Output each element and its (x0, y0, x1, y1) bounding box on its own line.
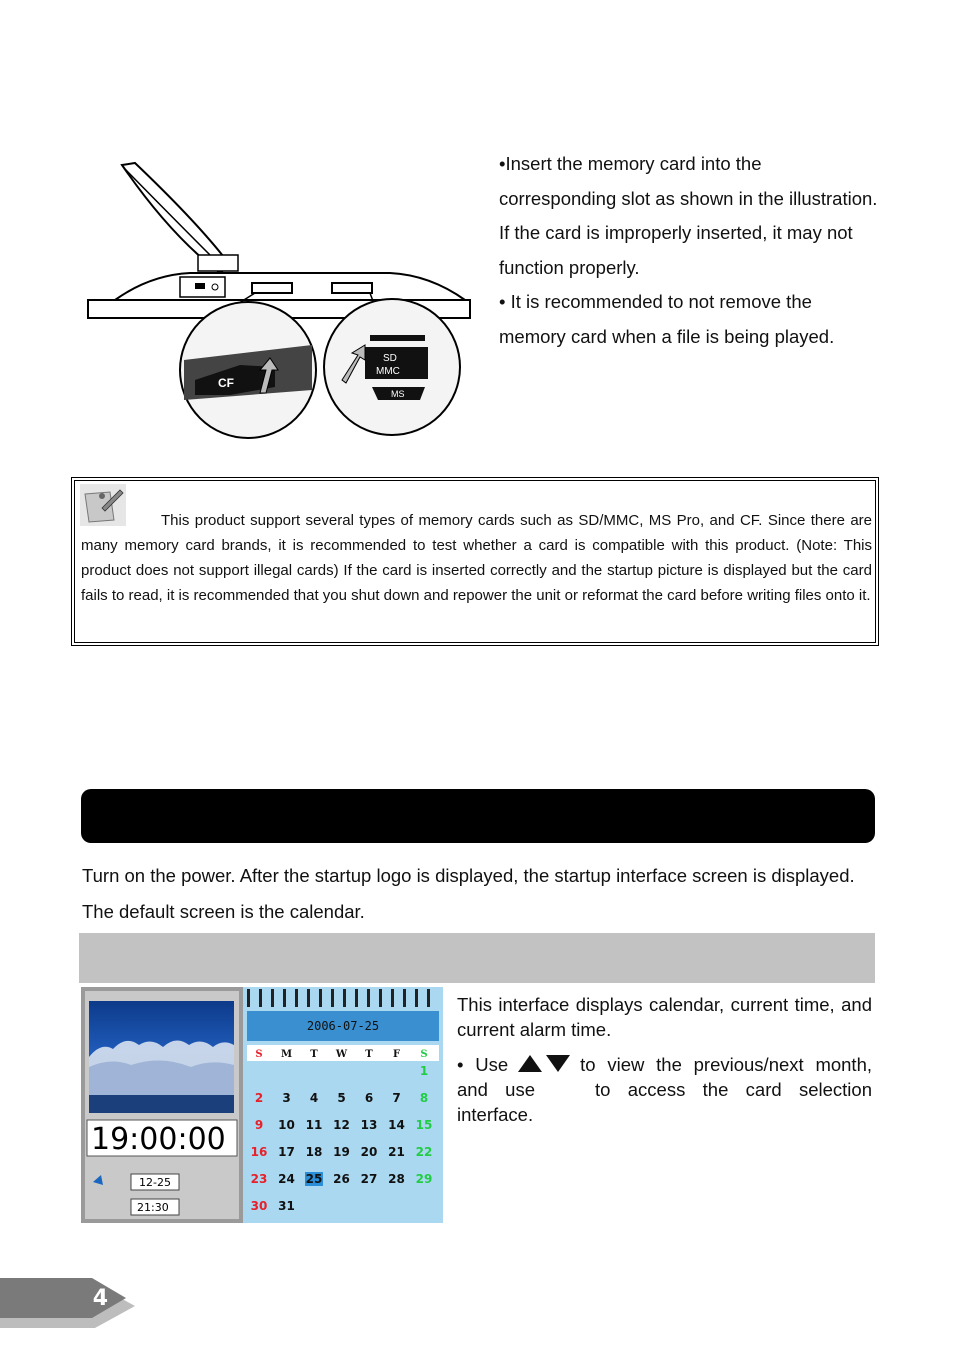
clock-display: 19:00:00 (91, 1122, 226, 1157)
startup-intro: Turn on the power. After the startup logo is displayed, the startup interface screen is displayed. The default screen is the calendar. (82, 865, 855, 922)
binder-ring (271, 989, 274, 1007)
calendar-day[interactable]: 21 (388, 1145, 405, 1159)
page-number: 4 (92, 1286, 108, 1311)
card-select-text: to access the card selection interface. (457, 1079, 872, 1125)
card-slot-illustration (80, 155, 480, 445)
weekday-label: T (365, 1049, 373, 1060)
note-text (81, 508, 872, 608)
calendar-day[interactable]: 2 (254, 1091, 264, 1105)
date-header: 2006-07-25 (306, 1019, 380, 1033)
insert-instructions (499, 147, 879, 355)
calendar-day[interactable]: 5 (337, 1091, 346, 1105)
calendar-day[interactable]: 3 (282, 1091, 291, 1105)
calendar-day[interactable]: 11 (305, 1118, 323, 1132)
binder-ring (283, 989, 286, 1007)
calendar-day[interactable]: 14 (388, 1118, 405, 1132)
calendar-description (457, 992, 872, 1137)
calendar-day[interactable]: 28 (388, 1172, 405, 1186)
binder-ring (415, 989, 418, 1007)
calendar-day[interactable]: 23 (250, 1172, 268, 1186)
binder-ring (367, 989, 370, 1007)
up-down-arrows-icon (516, 1053, 572, 1073)
calendar-day[interactable]: 15 (415, 1118, 433, 1132)
calendar-day[interactable]: 6 (364, 1091, 374, 1105)
calendar-day[interactable]: 12 (333, 1118, 350, 1132)
binder-ring (319, 989, 322, 1007)
calendar-day[interactable]: 10 (278, 1118, 295, 1132)
bullet-remove: • It is recommended to not remove the memory card when a file is being played. (499, 291, 835, 347)
calendar-day[interactable]: 4 (309, 1091, 319, 1105)
note-body: This product support several types of memory cards such as SD/MMC, MS Pro, and CF. Since there are many memory card brands, it is recommended to test whether a card is compatible with this product. (Note: This product does not support illegal cards) If the card is inserted correctly and the startup picture is displayed but the card fails to read, it is recommended that you shut down and repower the unit or reformat the card before writing files onto it. (81, 512, 872, 604)
bullet-insert: •Insert the memory card into the corresponding slot as shown in the illustration. If the card is improperly inserted, it may not function properly. (499, 153, 878, 278)
weekday-label: M (280, 1049, 293, 1060)
calendar-day[interactable]: 29 (415, 1172, 433, 1186)
weekday-label: S (420, 1049, 428, 1060)
sd-label: SD (383, 353, 397, 364)
alarm-time: 21:30 (137, 1201, 169, 1214)
binder-ring (331, 989, 334, 1007)
calendar-day[interactable]: 26 (333, 1172, 350, 1186)
nav-text: to view the previous/next month, and use (457, 1054, 872, 1100)
binder-ring (307, 989, 310, 1007)
weekday-label: S (255, 1049, 263, 1060)
weekday-label: F (392, 1049, 401, 1060)
weekday-label: T (310, 1049, 318, 1060)
calendar-day[interactable]: 18 (305, 1145, 323, 1159)
ms-label: MS (391, 389, 405, 399)
binder-ring (355, 989, 358, 1007)
calendar-day[interactable]: 17 (278, 1145, 295, 1159)
calendar-day[interactable]: 8 (419, 1091, 429, 1105)
weekday-label: W (335, 1049, 348, 1060)
calendar-day[interactable]: 27 (360, 1172, 378, 1186)
binder-ring (247, 989, 250, 1007)
calendar-screen (81, 987, 443, 1223)
calendar-day[interactable]: 1 (419, 1064, 429, 1078)
calendar-day[interactable]: 31 (278, 1199, 295, 1213)
calendar-day[interactable]: 22 (415, 1145, 433, 1159)
calendar-day[interactable]: 24 (278, 1172, 295, 1186)
binder-ring (403, 989, 406, 1007)
use-word: • Use (457, 1054, 509, 1075)
binder-ring (427, 989, 430, 1007)
calendar-day[interactable]: 19 (333, 1145, 350, 1159)
cf-label: CF (218, 376, 234, 390)
alarm-date: 12-25 (139, 1176, 171, 1189)
description-line1: This interface displays calendar, current time, and current alarm time. (457, 994, 872, 1040)
calendar-day[interactable]: 16 (250, 1145, 268, 1159)
description-line2 (457, 1052, 872, 1127)
calendar-day[interactable]: 7 (392, 1091, 401, 1105)
calendar-day[interactable]: 25 (305, 1172, 323, 1186)
calendar-day[interactable]: 20 (360, 1145, 378, 1159)
binder-ring (295, 989, 298, 1007)
weekday-row (247, 1045, 439, 1061)
binder-ring (391, 989, 394, 1007)
binder-ring (343, 989, 346, 1007)
binder-ring (379, 989, 382, 1007)
section-header-bar (81, 789, 875, 843)
calendar-day[interactable]: 9 (254, 1118, 264, 1132)
mmc-label: MMC (376, 366, 400, 377)
calendar-day[interactable]: 13 (360, 1118, 378, 1132)
subsection-header-bar (79, 933, 875, 983)
calendar-day[interactable]: 30 (250, 1199, 268, 1213)
binder-ring (259, 989, 262, 1007)
